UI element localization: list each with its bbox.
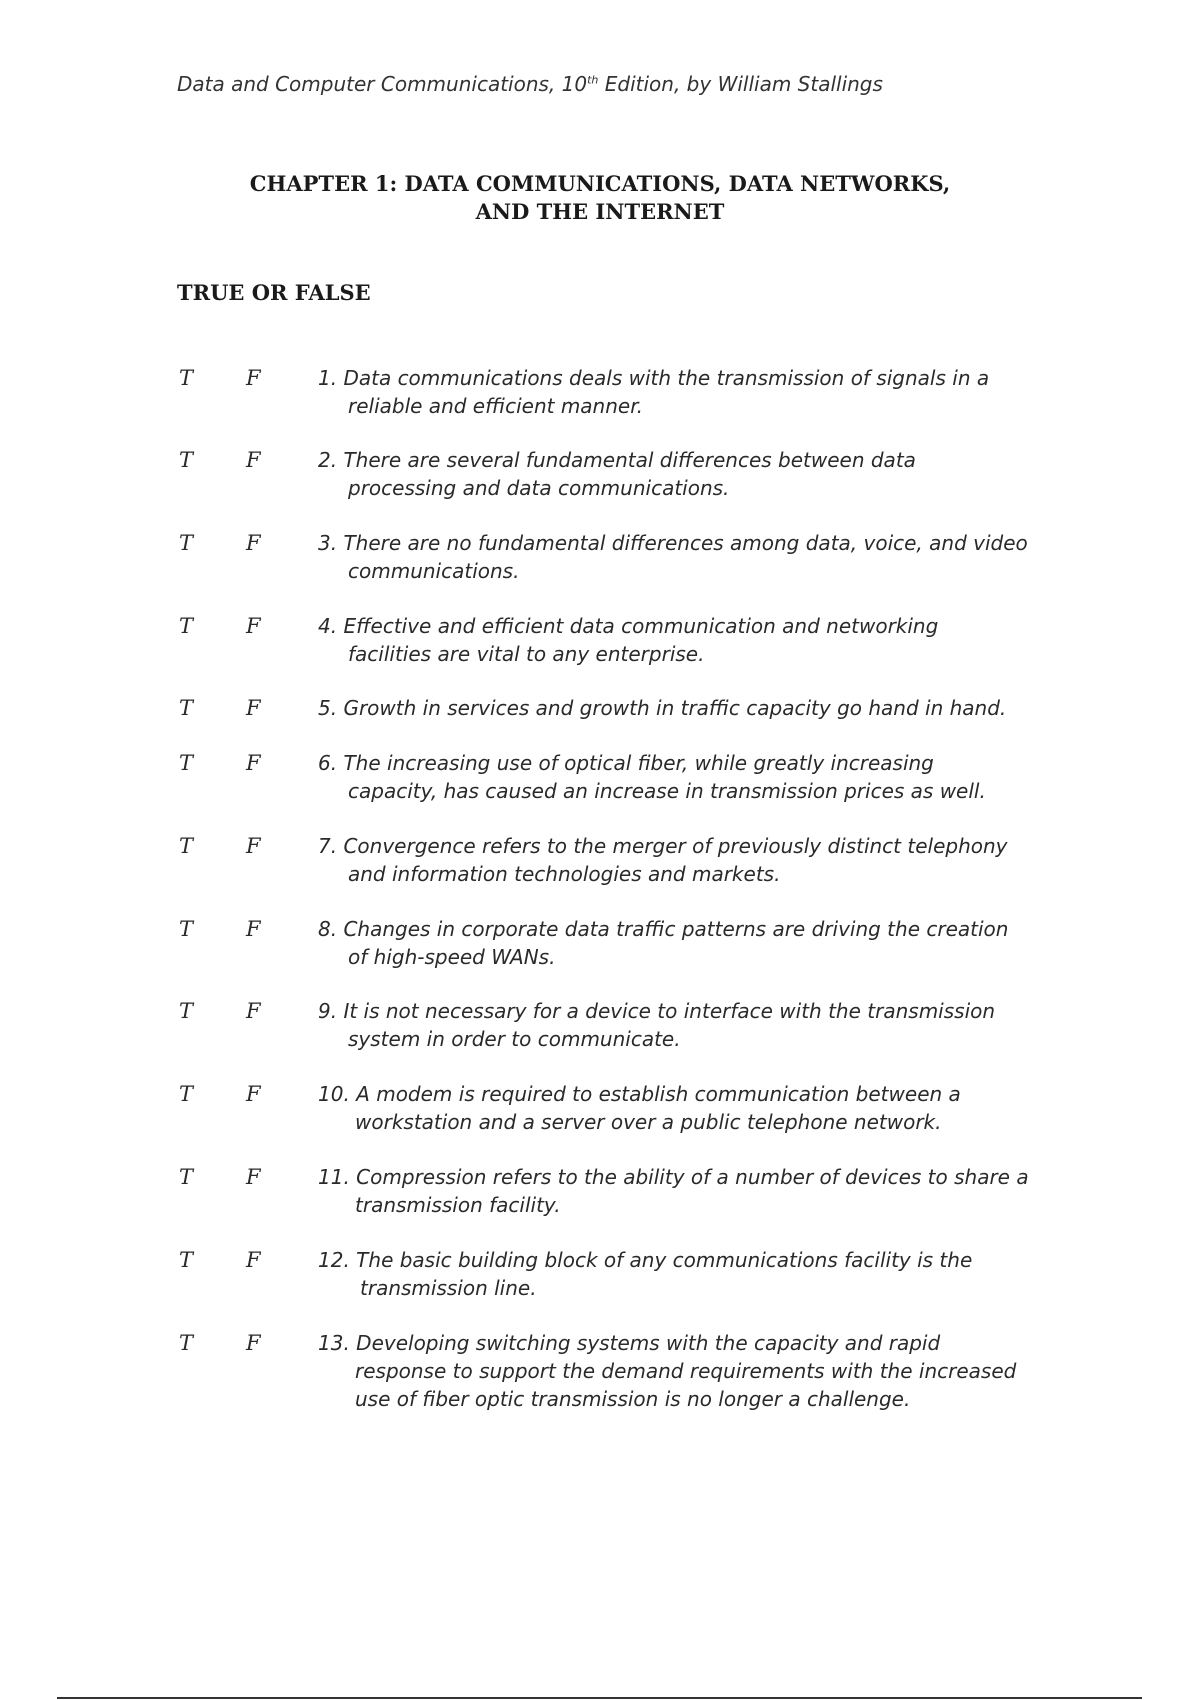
false-option[interactable]: F (246, 751, 261, 775)
question-number: 8. (318, 917, 338, 941)
question-number: 10. (318, 1082, 350, 1106)
false-option[interactable]: F (246, 1248, 261, 1272)
question-line: system in order to communicate. (348, 1027, 681, 1051)
running-header-text-after: Edition, by William Stallings (598, 72, 883, 96)
false-option[interactable]: F (246, 448, 261, 472)
true-option[interactable]: T (179, 917, 194, 941)
question-text (318, 446, 1008, 502)
question-line: use of fiber optic transmission is no longer a challenge. (355, 1387, 911, 1411)
question-line: Developing switching systems with the capacity and rapid (356, 1331, 941, 1355)
question-line: processing and data communications. (348, 476, 730, 500)
question-line: transmission line. (360, 1276, 537, 1300)
running-header-text: Data and Computer Communications, 10 (177, 72, 588, 96)
question-line: Compression refers to the ability of a number of devices to share a (356, 1165, 1029, 1189)
question-text (318, 832, 1008, 888)
true-option[interactable]: T (179, 614, 194, 638)
false-option[interactable]: F (246, 1082, 261, 1106)
chapter-title-line-1: CHAPTER 1: DATA COMMUNICATIONS, DATA NETWORKS, (249, 171, 951, 196)
question-line: There are no fundamental differences among data, voice, and video (343, 531, 1028, 555)
question-line: A modem is required to establish communication between a (356, 1082, 961, 1106)
true-option[interactable]: T (179, 696, 194, 720)
question-text (318, 1163, 1029, 1219)
false-option[interactable]: F (246, 917, 261, 941)
true-option[interactable]: T (179, 1248, 194, 1272)
question-text (318, 1246, 1008, 1302)
true-option[interactable]: T (179, 448, 194, 472)
question-line: workstation and a server over a public telephone network. (355, 1110, 942, 1134)
false-option[interactable]: F (246, 999, 261, 1023)
question-text (318, 1080, 1008, 1136)
question-text (318, 997, 1008, 1053)
question-text (318, 749, 1008, 805)
question-line: response to support the demand requirements with the increased (355, 1359, 1017, 1383)
true-option[interactable]: T (179, 1331, 194, 1355)
question-text (318, 915, 1008, 971)
question-number: 9. (318, 999, 338, 1023)
true-option[interactable]: T (179, 751, 194, 775)
question-text (318, 612, 1008, 668)
chapter-title-line-2: AND THE INTERNET (475, 199, 725, 224)
question-line: of high-speed WANs. (348, 945, 556, 969)
false-option[interactable]: F (246, 531, 261, 555)
question-line: The increasing use of optical fiber, while greatly increasing (343, 751, 934, 775)
question-line: There are several fundamental differences between data (343, 448, 916, 472)
question-number: 7. (318, 834, 338, 858)
question-line: communications. (348, 559, 520, 583)
question-number: 4. (318, 614, 338, 638)
false-option[interactable]: F (246, 1165, 261, 1189)
question-line: reliable and efficient manner. (348, 394, 643, 418)
question-line: transmission facility. (355, 1193, 561, 1217)
question-number: 6. (318, 751, 338, 775)
false-option[interactable]: F (246, 1331, 261, 1355)
true-option[interactable]: T (179, 1165, 194, 1189)
question-text (318, 1329, 1017, 1413)
question-line: Growth in services and growth in traffic capacity go hand in hand. (343, 696, 1007, 720)
true-option[interactable]: T (179, 1082, 194, 1106)
running-header-superscript: th (587, 73, 599, 87)
question-line: Data communications deals with the transmission of signals in a (343, 366, 990, 390)
true-option[interactable]: T (179, 531, 194, 555)
false-option[interactable]: F (246, 696, 261, 720)
true-option[interactable]: T (179, 999, 194, 1023)
question-text (318, 529, 1028, 585)
question-text (318, 364, 1008, 420)
false-option[interactable]: F (246, 614, 261, 638)
question-line: and information technologies and markets. (348, 862, 781, 886)
false-option[interactable]: F (246, 366, 261, 390)
question-line: facilities are vital to any enterprise. (348, 642, 705, 666)
section-heading: TRUE OR FALSE (177, 280, 371, 305)
question-line: Effective and efficient data communication and networking (343, 614, 939, 638)
question-number: 3. (318, 531, 338, 555)
question-line: Convergence refers to the merger of previously distinct telephony (343, 834, 1008, 858)
question-number: 5. (318, 696, 338, 720)
question-line: Changes in corporate data traffic patterns are driving the creation (343, 917, 1009, 941)
question-number: 12. (318, 1248, 350, 1272)
question-number: 1. (318, 366, 338, 390)
question-text (318, 694, 1008, 722)
question-line: The basic building block of any communications facility is the (356, 1248, 973, 1272)
true-option[interactable]: T (179, 366, 194, 390)
question-line: capacity, has caused an increase in transmission prices as well. (348, 779, 986, 803)
question-line: It is not necessary for a device to interface with the transmission (343, 999, 996, 1023)
true-option[interactable]: T (179, 834, 194, 858)
question-number: 13. (318, 1331, 350, 1355)
question-number: 11. (318, 1165, 350, 1189)
question-number: 2. (318, 448, 338, 472)
false-option[interactable]: F (246, 834, 261, 858)
footer-rule (57, 1697, 1142, 1699)
